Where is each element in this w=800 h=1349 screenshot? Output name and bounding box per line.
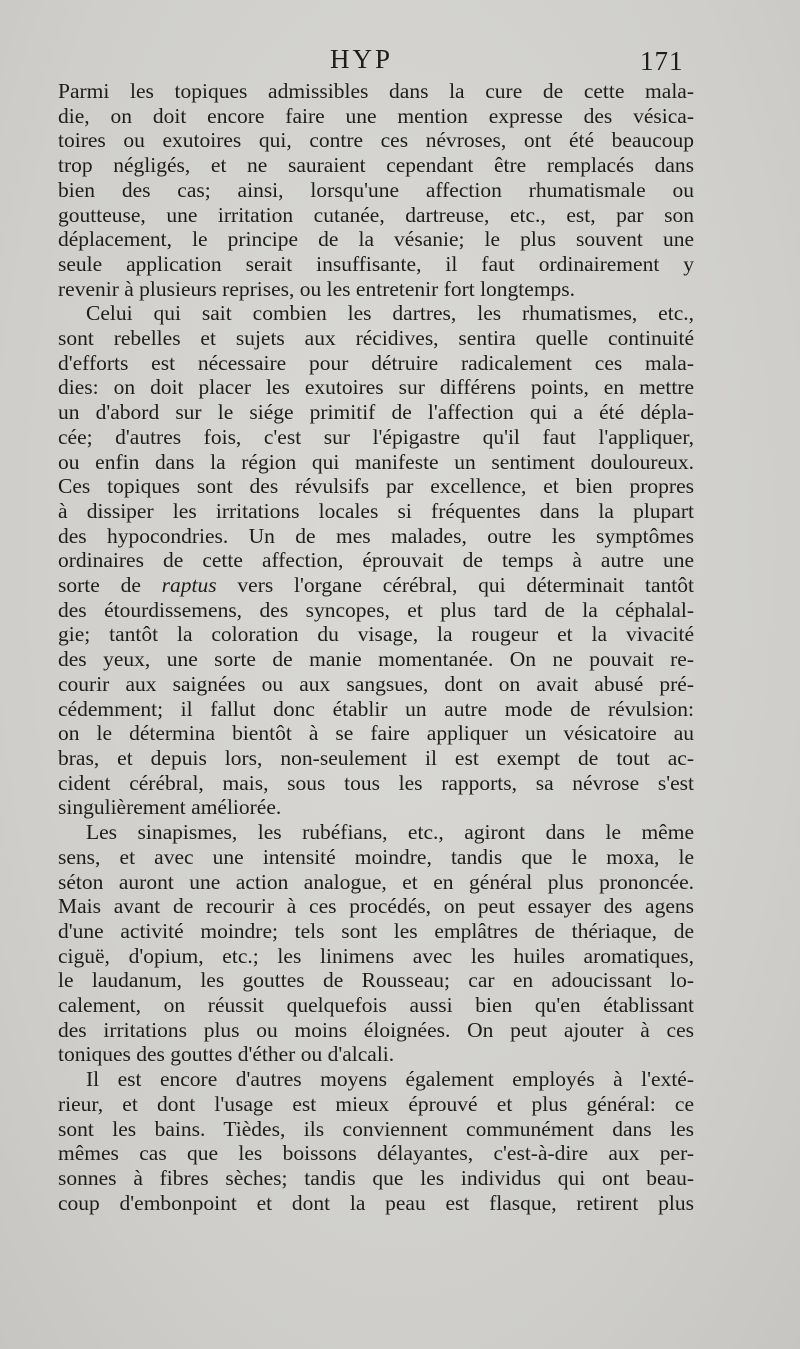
text-line: on le détermina bientôt à se faire appliquer un vésicatoire au [58, 721, 694, 746]
text-line: coup d'embonpoint et dont la peau est flasque, retirent plus [58, 1190, 694, 1215]
text-line: un d'abord sur le siége primitif de l'affection qui a été dépla- [58, 400, 694, 425]
text-line: d'une activité moindre; tels sont les emplâtres de thériaque, de [58, 918, 694, 943]
text-line: cédemment; il fallut donc établir un autre mode de révulsion: [58, 696, 694, 721]
line-segment: vers l'organe cérébral, qui déterminait tantôt [216, 573, 695, 598]
text-line: mêmes cas que les boissons délayantes, c'est-à-dire aux per- [58, 1141, 694, 1166]
text-line: Il est encore d'autres moyens également employés à l'exté- [86, 1067, 694, 1092]
text-line: ordinaires de cette affection, éprouvait de temps à autre une [58, 548, 694, 573]
text-line: Ces topiques sont des révulsifs par excellence, et bien propres [58, 474, 694, 499]
text-line: ciguë, d'opium, etc.; les linimens avec les huiles aromatiques, [58, 943, 694, 968]
text-line: calement, on réussit quelquefois aussi bien qu'en établissant [58, 993, 694, 1018]
text-line: revenir à plusieurs reprises, ou les entretenir fort longtemps. [58, 276, 576, 301]
text-line: trop négligés, et ne sauraient cependant être remplacés dans [58, 153, 694, 178]
text-line: courir aux saignées ou aux sangsues, dont on avait abusé pré- [58, 671, 694, 696]
text-line: bien des cas; ainsi, lorsqu'une affection rhumatismale ou [58, 177, 694, 202]
text-line: sens, et avec une intensité moindre, tandis que le moxa, le [58, 844, 694, 869]
text-line: des hypocondries. Un de mes malades, outre les symptômes [58, 523, 694, 548]
text-line: sonnes à fibres sèches; tandis que les individus qui ont beau- [58, 1165, 694, 1190]
text-line: sont rebelles et sujets aux récidives, sentira quelle continuité [58, 326, 694, 351]
text-line: dies: on doit placer les exutoires sur différens points, en mettre [58, 375, 694, 400]
italic-word: raptus [161, 573, 217, 598]
text-line: seule application serait insuffisante, il faut ordinairement y [58, 251, 694, 276]
text-line: des étourdissemens, des syncopes, et plus tard de la céphalal- [58, 597, 694, 622]
text-line: déplacement, le principe de la vésanie; le plus souvent une [58, 227, 694, 252]
text-line: singulièrement améliorée. [58, 795, 282, 820]
text-line: toires ou exutoires qui, contre ces névroses, ont été beaucoup [58, 128, 694, 153]
text-line: séton auront une action analogue, et en général plus prononcée. [58, 869, 694, 894]
text-line: cident cérébral, mais, sous tous les rapports, sa névrose s'est [58, 770, 694, 795]
text-line: à dissiper les irritations locales si fréquentes dans la plupart [58, 498, 694, 523]
text-line: sont les bains. Tièdes, ils conviennent communément dans les [58, 1116, 694, 1141]
text-line: des irritations plus ou moins éloignées. On peut ajouter à ces [58, 1017, 694, 1042]
text-line: bras, et depuis lors, non-seulement il est exempt de tout ac- [58, 745, 694, 770]
running-title: HYP [330, 44, 394, 74]
page-number: 171 [640, 46, 684, 76]
text-line: goutteuse, une irritation cutanée, dartreuse, etc., est, par son [58, 202, 694, 227]
text-line: toniques des gouttes d'éther ou d'alcali. [58, 1042, 395, 1067]
text-line: Mais avant de recourir à ces procédés, on peut essayer des agens [58, 894, 694, 919]
text-line-raptus [58, 573, 694, 598]
running-head [0, 44, 800, 80]
text-line: Les sinapismes, les rubéfians, etc., agiront dans le même [86, 820, 694, 845]
text-line: le laudanum, les gouttes de Rousseau; car en adoucissant lo- [58, 968, 694, 993]
text-line: des yeux, une sorte de manie momentanée. On ne pouvait re- [58, 647, 694, 672]
text-line: ou enfin dans la région qui manifeste un sentiment douloureux. [58, 449, 694, 474]
text-line: Parmi les topiques admissibles dans la cure de cette mala- [58, 79, 694, 103]
text-line: d'efforts est nécessaire pour détruire radicalement ces mala- [58, 350, 694, 375]
text-line: Celui qui sait combien les dartres, les rhumatismes, etc., [86, 301, 694, 326]
text-line: gie; tantôt la coloration du visage, la rougeur et la vivacité [58, 622, 694, 647]
line-segment: sorte de [58, 573, 162, 598]
text-line: die, on doit encore faire une mention expresse des vésica- [58, 103, 694, 128]
text-line: rieur, et dont l'usage est mieux éprouvé et plus général: ce [58, 1091, 694, 1116]
text-line: cée; d'autres fois, c'est sur l'épigastre qu'il faut l'appliquer, [58, 424, 694, 449]
body-text [58, 79, 694, 1215]
